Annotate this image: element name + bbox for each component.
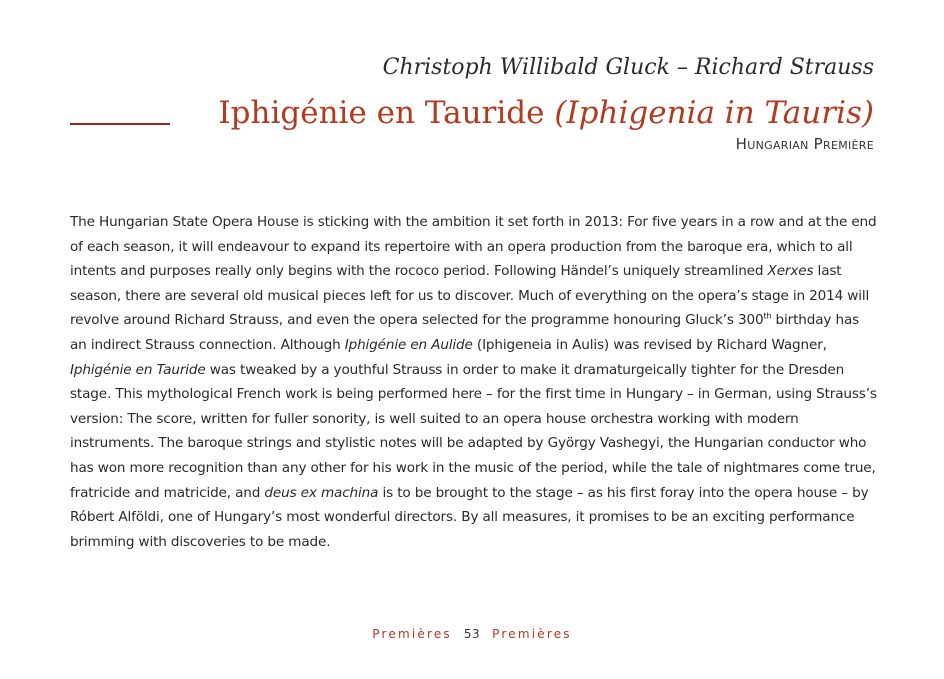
- composers-line: Christoph Willibald Gluck – Richard Strauss: [382, 55, 874, 80]
- body-text: The Hungarian State Opera House is sticking with the ambition it set forth in 2013: For five years in a row and at the end of each season, it will endeavour to expand its repertoire with an opera production from the baroque era, which to all intents and purposes really only begins with the rococo period. Following Händel’s uniquely streamlined: [70, 214, 877, 280]
- body-italic-phrase: deus ex machina: [264, 484, 379, 501]
- page-footer: [0, 627, 944, 641]
- body-italic-title: Xerxes: [767, 263, 814, 280]
- body-paragraph: [70, 210, 878, 554]
- title-rule: [70, 123, 170, 125]
- page-title: [218, 93, 874, 133]
- body-text: is to be brought to the stage – as his first foray into the opera house – by Róbert Alföldi, one of Hungary’s most wonderful directors. By all measures, it promises to be an exciting performance brimming with discoveries to be made.: [70, 484, 869, 550]
- body-text: (Iphigeneia in Aulis) was revised by Richard Wagner,: [472, 336, 827, 353]
- footer-section-left: Premières: [372, 627, 452, 641]
- ordinal-superscript: th: [763, 311, 772, 321]
- body-text: birthday has an indirect Strauss connection. Although: [70, 312, 860, 353]
- subtitle: Hungarian Première: [735, 135, 874, 153]
- body-text: last season, there are several old musical pieces left for us to discover. Much of everything on the opera’s stage in 2014 will revolve around Richard Strauss, and even the opera selected for the programme honouring Gluck’s 300: [70, 263, 870, 329]
- footer-section-right: Premières: [492, 627, 572, 641]
- page-number: 53: [463, 627, 481, 641]
- title-main: Iphigénie en Tauride: [218, 95, 545, 131]
- title-translation: (Iphigenia in Tauris): [554, 95, 874, 131]
- body-italic-title: Iphigénie en Tauride: [70, 361, 206, 378]
- body-italic-title: Iphigénie en Aulide: [344, 336, 473, 353]
- title-row: [70, 93, 874, 133]
- body-text: was tweaked by a youthful Strauss in order to make it dramaturgeically tighter for the Dresden stage. This mythological French work is being performed here – for the first time in Hungary – in German, using Strauss’s version: The score, written for fuller sonority, is well suited to an opera house orchestra working with modern instruments. The baroque strings and stylistic notes will be adapted by György Vashegyi, the Hungarian conductor who has won more recognition than any other for his work in the music of the period, while the tale of nightmares come true, fratricide and matricide, and: [70, 361, 877, 501]
